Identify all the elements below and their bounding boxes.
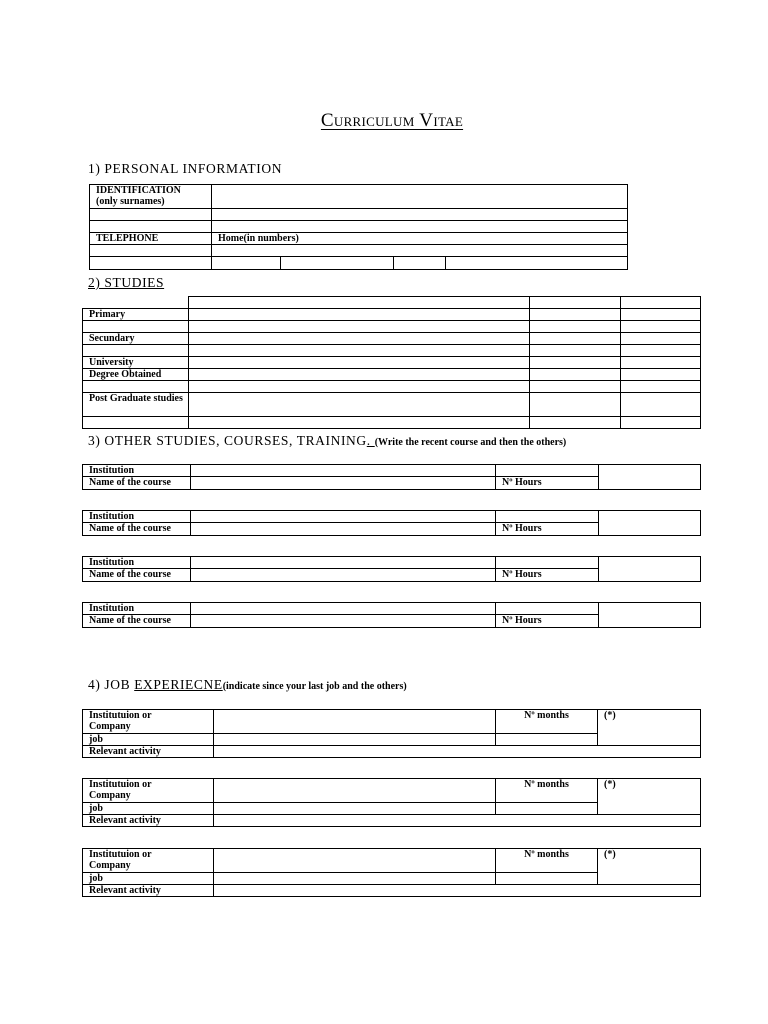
studies-field[interactable] (621, 393, 701, 417)
studies-field[interactable] (189, 321, 530, 333)
studies-field[interactable] (189, 357, 530, 369)
section-heading-job: 4) JOB EXPERIECNE(indicate since your last job and the others) (88, 677, 407, 692)
section-heading-studies: 2) STUDIES (88, 275, 165, 290)
activity-label: Relevant activity (83, 746, 214, 758)
job-label: job (83, 734, 214, 746)
studies-field[interactable] (530, 297, 621, 309)
studies-field[interactable] (530, 345, 621, 357)
studies-field[interactable] (189, 393, 530, 417)
institution-field[interactable] (191, 511, 496, 523)
job-field[interactable] (214, 734, 496, 746)
course-name-field[interactable] (191, 615, 496, 628)
institution-label: Institution (83, 511, 191, 523)
section-heading-other-studies: 3) OTHER STUDIES, COURSES, TRAINING. (Write the recent course and then the others) (88, 433, 567, 448)
studies-row-label: Secundary (83, 333, 189, 345)
studies-row-label: Primary (83, 309, 189, 321)
course-name-field[interactable] (191, 523, 496, 536)
institution-label: Institution (83, 557, 191, 569)
studies-field[interactable] (621, 357, 701, 369)
activity-label: Relevant activity (83, 815, 214, 827)
months-field[interactable] (496, 803, 598, 815)
institution-label: Institution (83, 603, 191, 615)
asterisk-note: (*) (598, 710, 701, 746)
studies-field[interactable] (621, 417, 701, 429)
studies-field[interactable] (530, 309, 621, 321)
institution-company-label: Institutuion or Company (83, 710, 214, 734)
course-block (82, 510, 701, 536)
asterisk-note: (*) (598, 849, 701, 885)
job-label: job (83, 873, 214, 885)
studies-field[interactable] (189, 369, 530, 381)
identification-label: IDENTIFICATION (only surnames) (90, 185, 212, 209)
studies-field[interactable] (621, 321, 701, 333)
course-name-field[interactable] (191, 477, 496, 490)
job-block (82, 778, 701, 827)
months-field[interactable] (496, 734, 598, 746)
studies-field[interactable] (189, 345, 530, 357)
course-field[interactable] (599, 557, 701, 582)
studies-field[interactable] (530, 321, 621, 333)
studies-field[interactable] (530, 417, 621, 429)
course-field[interactable] (496, 557, 599, 569)
months-label: Nº months (496, 849, 598, 873)
course-field[interactable] (599, 465, 701, 490)
institution-company-label: Institutuion or Company (83, 849, 214, 873)
studies-field[interactable] (530, 381, 621, 393)
asterisk-note: (*) (598, 779, 701, 815)
course-name-field[interactable] (191, 569, 496, 582)
course-field[interactable] (599, 603, 701, 628)
course-field[interactable] (496, 465, 599, 477)
course-block (82, 602, 701, 628)
hours-label: Nº Hours (496, 523, 599, 536)
company-field[interactable] (214, 849, 496, 873)
institution-field[interactable] (191, 465, 496, 477)
studies-field[interactable] (530, 357, 621, 369)
institution-field[interactable] (191, 603, 496, 615)
studies-field[interactable] (189, 333, 530, 345)
institution-label: Institution (83, 465, 191, 477)
studies-field[interactable] (621, 345, 701, 357)
studies-row-label: Post Graduate studies (83, 393, 189, 417)
months-label: Nº months (496, 710, 598, 734)
studies-field[interactable] (189, 297, 530, 309)
course-block (82, 464, 701, 490)
hours-label: Nº Hours (496, 615, 599, 628)
activity-field[interactable] (214, 815, 701, 827)
studies-field[interactable] (621, 369, 701, 381)
job-field[interactable] (214, 873, 496, 885)
personal-field[interactable] (212, 245, 628, 257)
studies-field[interactable] (621, 333, 701, 345)
job-block (82, 709, 701, 758)
section-heading-personal: 1) PERSONAL INFORMATION (88, 161, 283, 176)
months-label: Nº months (496, 779, 598, 803)
personal-field[interactable] (212, 257, 281, 270)
identification-field[interactable] (212, 185, 628, 209)
course-name-label: Name of the course (83, 477, 191, 490)
activity-field[interactable] (214, 746, 701, 758)
studies-field[interactable] (530, 369, 621, 381)
telephone-home-field[interactable]: Home(in numbers) (212, 233, 628, 245)
personal-field[interactable] (394, 257, 446, 270)
course-field[interactable] (599, 511, 701, 536)
months-field[interactable] (496, 873, 598, 885)
studies-field[interactable] (189, 381, 530, 393)
studies-field[interactable] (530, 393, 621, 417)
personal-field[interactable] (212, 209, 628, 221)
institution-field[interactable] (191, 557, 496, 569)
institution-company-label: Institutuion or Company (83, 779, 214, 803)
studies-field[interactable] (621, 297, 701, 309)
personal-field[interactable] (212, 221, 628, 233)
job-block (82, 848, 701, 897)
studies-table (82, 296, 701, 429)
studies-field[interactable] (189, 309, 530, 321)
activity-label: Relevant activity (83, 885, 214, 897)
course-name-label: Name of the course (83, 615, 191, 628)
job-label: job (83, 803, 214, 815)
studies-field[interactable] (530, 333, 621, 345)
company-field[interactable] (214, 710, 496, 734)
studies-field[interactable] (189, 417, 530, 429)
studies-field[interactable] (621, 381, 701, 393)
document-title: Curriculum Vitae (320, 110, 464, 131)
personal-info-table (89, 184, 628, 270)
studies-row-label: Degree Obtained (83, 369, 189, 381)
course-name-label: Name of the course (83, 569, 191, 582)
company-field[interactable] (214, 779, 496, 803)
telephone-label: TELEPHONE (90, 233, 212, 245)
personal-field[interactable] (281, 257, 394, 270)
hours-label: Nº Hours (496, 477, 599, 490)
activity-field[interactable] (214, 885, 701, 897)
course-field[interactable] (496, 511, 599, 523)
studies-row-label: University (83, 357, 189, 369)
hours-label: Nº Hours (496, 569, 599, 582)
studies-field[interactable] (621, 309, 701, 321)
course-name-label: Name of the course (83, 523, 191, 536)
course-field[interactable] (496, 603, 599, 615)
personal-field[interactable] (446, 257, 628, 270)
job-field[interactable] (214, 803, 496, 815)
course-block (82, 556, 701, 582)
